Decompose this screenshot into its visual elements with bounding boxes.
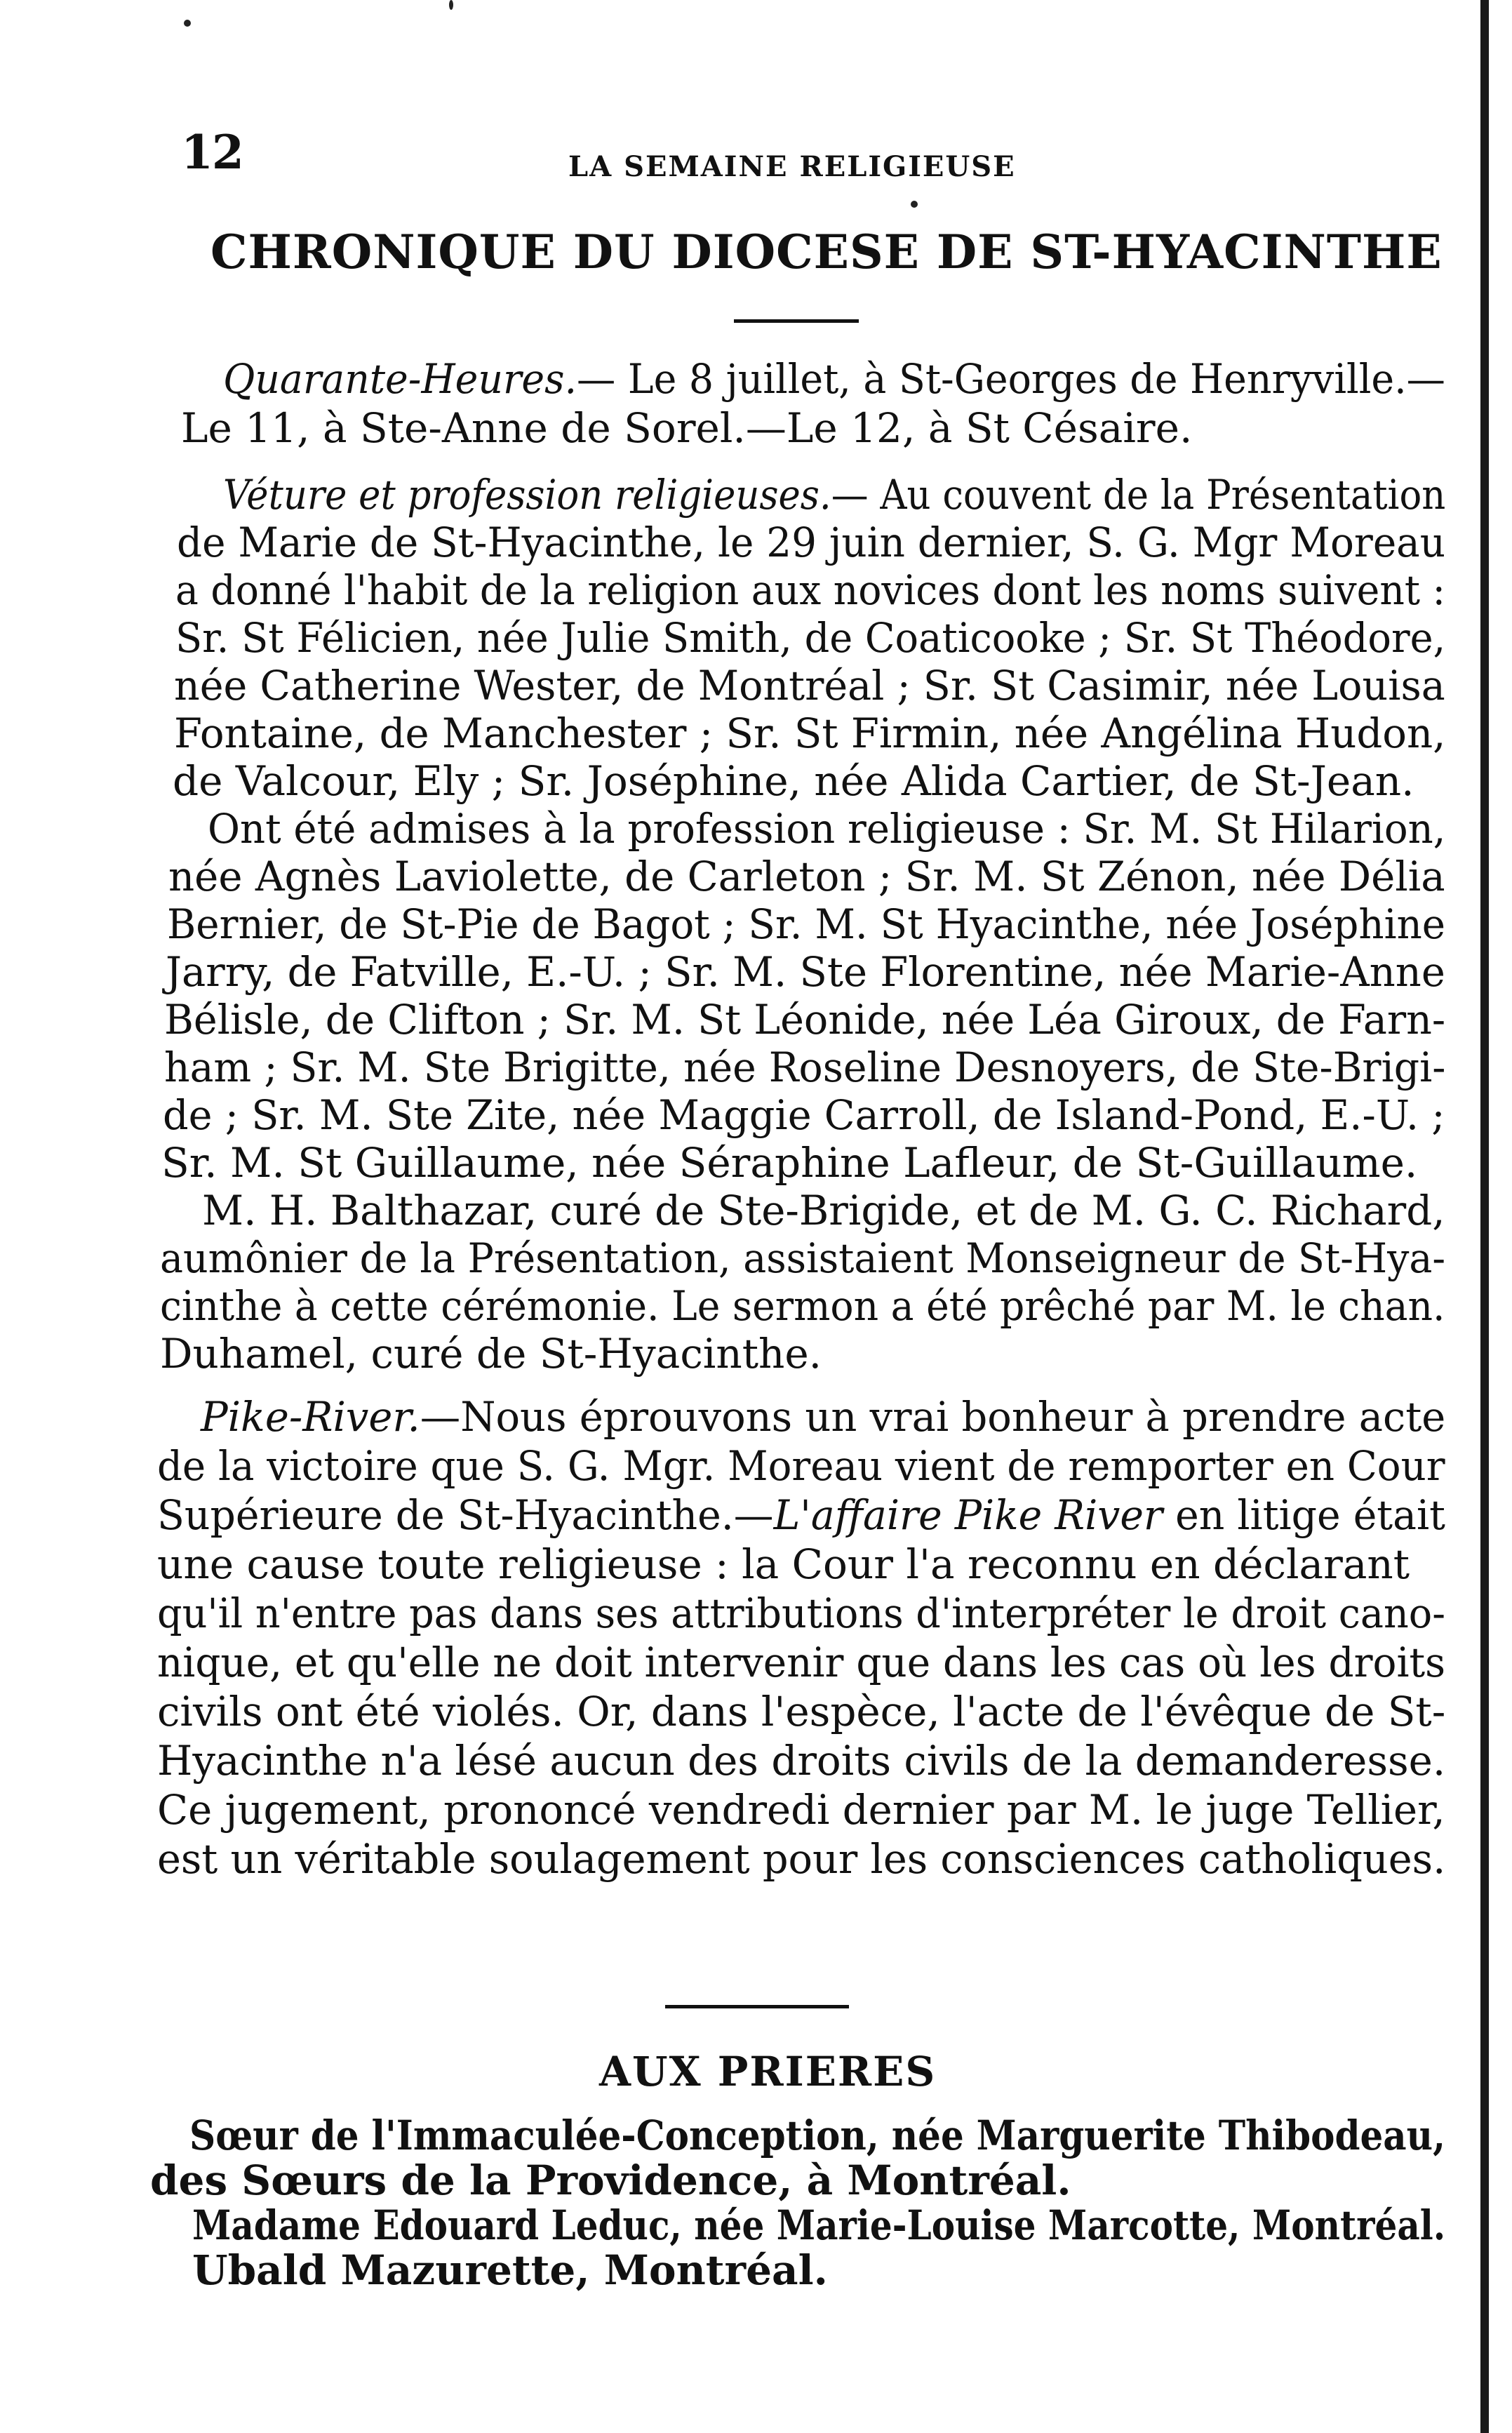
- paragraph-line: est un véritable soulagement pour les consciences catholiques.: [157, 1835, 1446, 1883]
- running-title: LA SEMAINE RELIGIEUSE: [568, 150, 1016, 183]
- paragraph-line: de ; Sr. M. Ste Zite, née Maggie Carroll, de Island-Pond, E.-U. ;: [163, 1091, 1445, 1139]
- paragraph-line: ham ; Sr. M. Ste Brigitte, née Roseline Desnoyers, de Ste-Brigi-: [164, 1044, 1446, 1091]
- paragraph-line: [223, 470, 1445, 519]
- paragraph-line: Bernier, de St-Pie de Bagot ; Sr. M. St Hyacinthe, née Joséphine: [167, 900, 1446, 948]
- paragraph-text: —Nous éprouvons un vrai bonheur à prendre acte: [420, 1393, 1446, 1441]
- paragraph-line: Bélisle, de Clifton ; Sr. M. St Léonide, née Léa Giroux, de Farn-: [164, 996, 1446, 1044]
- prayer-line: Madame Edouard Leduc, née Marie-Louise Marcotte, Montréal.: [192, 2201, 1446, 2249]
- paragraph-line: a donné l'habit de la religion aux novices dont les noms suivent :: [175, 566, 1446, 614]
- scan-speck: [184, 20, 191, 27]
- paragraph-line: de la victoire que S. G. Mgr. Moreau vient de remporter en Cour: [157, 1442, 1445, 1490]
- paragraph-line: Duhamel, curé de St-Hyacinthe.: [160, 1330, 822, 1378]
- paragraph-line: Fontaine, de Manchester ; Sr. St Firmin, née Angélina Hudon,: [174, 709, 1446, 757]
- paragraph-text: — Le 8 juillet, à St-Georges de Henryville.—: [577, 355, 1445, 403]
- prayers-heading: AUX PRIERES: [599, 2048, 937, 2095]
- paragraph-line: cinthe à cette cérémonie. Le sermon a été prêché par M. le chan.: [160, 1282, 1445, 1330]
- paragraph-line: Le 11, à Ste-Anne de Sorel.—Le 12, à St Césaire.: [181, 404, 1193, 452]
- case-name: L'affaire Pike River: [773, 1491, 1163, 1539]
- paragraph-line: [201, 1392, 1445, 1441]
- section-title: CHRONIQUE DU DIOCESE DE ST-HYACINTHE: [210, 225, 1443, 279]
- paragraph-heading: Pike-River.: [201, 1393, 420, 1441]
- scan-speck: [449, 0, 453, 10]
- section-rule: [665, 2005, 849, 2008]
- paragraph-line: née Catherine Wester, de Montréal ; Sr. St Casimir, née Louisa: [174, 662, 1445, 709]
- paragraph-line: qu'il n'entre pas dans ses attributions d'interpréter le droit cano-: [157, 1589, 1446, 1637]
- paragraph-line: aumônier de la Présentation, assistaient Monseigneur de St-Hya-: [160, 1234, 1446, 1282]
- paragraph-line: Ont été admises à la profession religieuse : Sr. M. St Hilarion,: [208, 805, 1446, 853]
- paragraph-line: Jarry, de Fatville, E.-U. ; Sr. M. Ste Florentine, née Marie-Anne: [166, 948, 1445, 996]
- prayer-line: Ubald Mazurette, Montréal.: [192, 2246, 828, 2294]
- paragraph-line: [223, 354, 1445, 404]
- page-edge-shadow: [1480, 0, 1489, 2433]
- paragraph-line: une cause toute religieuse : la Cour l'a reconnu en déclarant: [157, 1540, 1410, 1588]
- paragraph-line: [157, 1491, 1445, 1540]
- paragraph-line: de Marie de St-Hyacinthe, le 29 juin dernier, S. G. Mgr Moreau: [177, 519, 1446, 566]
- paragraph-line: Sr. M. St Guillaume, née Séraphine Lafleur, de St-Guillaume.: [161, 1139, 1418, 1187]
- paragraph-line: Ce jugement, prononcé vendredi dernier par M. le juge Tellier,: [157, 1786, 1445, 1834]
- paragraph-line: née Agnès Laviolette, de Carleton ; Sr. M. St Zénon, née Délia: [168, 853, 1445, 900]
- scan-speck: [911, 201, 918, 208]
- paragraph-line: civils ont été violés. Or, dans l'espèce, l'acte de l'évêque de St-: [157, 1688, 1446, 1735]
- paragraph-line: Hyacinthe n'a lésé aucun des droits civils de la demanderesse.: [157, 1737, 1446, 1785]
- paragraph-heading: Véture et profession religieuses.: [223, 471, 831, 519]
- title-rule: [734, 319, 859, 323]
- paragraph-line: de Valcour, Ely ; Sr. Joséphine, née Alida Cartier, de St-Jean.: [173, 757, 1414, 805]
- paragraph-text: Supérieure de St-Hyacinthe.—: [157, 1491, 774, 1539]
- prayer-line: des Sœurs de la Providence, à Montréal.: [150, 2157, 1071, 2204]
- page-number: 12: [181, 125, 243, 180]
- paragraph-line: M. H. Balthazar, curé de Ste-Brigide, et de M. G. C. Richard,: [202, 1187, 1445, 1234]
- paragraph-heading: Quarante-Heures.: [223, 355, 577, 403]
- prayer-line: Sœur de l'Immaculée-Conception, née Marguerite Thibodeau,: [189, 2112, 1446, 2159]
- paragraph-text: en litige était: [1163, 1491, 1445, 1539]
- paragraph-line: nique, et qu'elle ne doit intervenir que dans les cas où les droits: [157, 1639, 1446, 1686]
- paragraph-text: — Au couvent de la Présentation: [831, 471, 1446, 519]
- paragraph-line: Sr. St Félicien, née Julie Smith, de Coaticooke ; Sr. St Théodore,: [175, 614, 1446, 662]
